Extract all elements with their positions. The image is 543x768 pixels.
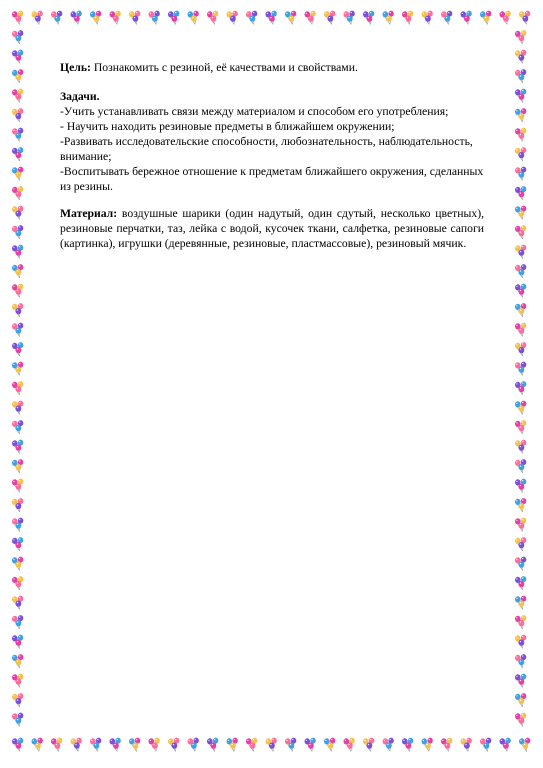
goal-text: Познакомить с резиной, её качествами и свойствами.: [93, 61, 358, 74]
balloon-icon: [515, 303, 526, 317]
balloon-icon: [12, 654, 23, 668]
balloon-icon: [12, 576, 23, 590]
balloon-icon: [515, 50, 526, 64]
balloon-icon: [266, 11, 277, 25]
balloon-icon: [12, 518, 23, 532]
balloon-icon: [515, 693, 526, 707]
balloon-icon: [519, 738, 530, 752]
balloon-icon: [324, 11, 335, 25]
balloon-icon: [515, 264, 526, 278]
balloon-icon: [515, 654, 526, 668]
balloon-icon: [12, 537, 23, 551]
balloon-icon: [12, 381, 23, 395]
balloon-icon: [227, 738, 238, 752]
balloon-icon: [305, 11, 316, 25]
balloon-icon: [12, 225, 23, 239]
balloon-icon: [110, 738, 121, 752]
balloon-icon: [402, 738, 413, 752]
balloon-icon: [515, 69, 526, 83]
balloon-icon: [519, 11, 530, 25]
goal-label: Цель:: [60, 61, 91, 74]
task-item-4: -Воспитывать бережное отношение к предметам ближайшего окружения, сделанных из резины.: [60, 165, 484, 193]
balloon-icon: [515, 89, 526, 103]
balloon-icon: [515, 30, 526, 44]
balloon-icon: [515, 167, 526, 181]
balloon-icon: [12, 147, 23, 161]
balloon-icon: [12, 69, 23, 83]
balloon-icon: [515, 557, 526, 571]
balloon-icon: [515, 459, 526, 473]
balloon-icon: [12, 108, 23, 122]
balloon-icon: [51, 738, 62, 752]
balloon-icon: [12, 11, 23, 25]
balloon-icon: [12, 30, 23, 44]
balloon-icon: [12, 186, 23, 200]
spacer: [60, 75, 484, 89]
balloon-icon: [515, 401, 526, 415]
task-item-2: - Научить находить резиновые предметы в ближайшем окружении;: [60, 120, 395, 133]
balloon-icon: [110, 11, 121, 25]
balloon-icon: [12, 167, 23, 181]
balloon-icon: [515, 206, 526, 220]
balloon-icon: [515, 518, 526, 532]
balloon-icon: [515, 245, 526, 259]
balloon-icon: [12, 128, 23, 142]
material-paragraph: [60, 206, 484, 251]
balloon-icon: [422, 11, 433, 25]
balloon-icon: [515, 498, 526, 512]
balloon-icon: [515, 420, 526, 434]
balloon-icon: [12, 738, 23, 752]
balloon-icon: [441, 11, 452, 25]
balloon-icon: [515, 576, 526, 590]
balloon-icon: [12, 50, 23, 64]
balloon-icon: [207, 738, 218, 752]
balloon-icon: [12, 557, 23, 571]
balloon-icon: [515, 284, 526, 298]
balloon-icon: [32, 738, 43, 752]
spacer: [60, 194, 484, 206]
material-label: Материал:: [60, 207, 118, 220]
balloon-icon: [515, 674, 526, 688]
balloon-icon: [12, 498, 23, 512]
balloon-icon: [515, 596, 526, 610]
balloon-icon: [12, 674, 23, 688]
balloon-icon: [12, 303, 23, 317]
balloon-icon: [515, 537, 526, 551]
balloon-icon: [12, 342, 23, 356]
balloon-icon: [90, 11, 101, 25]
balloon-icon: [32, 11, 43, 25]
balloon-icon: [12, 713, 23, 727]
balloon-icon: [51, 11, 62, 25]
balloon-icon: [383, 11, 394, 25]
balloon-icon: [383, 738, 394, 752]
balloon-icon: [344, 738, 355, 752]
balloon-icon: [207, 11, 218, 25]
balloon-icon: [285, 738, 296, 752]
balloon-icon: [227, 11, 238, 25]
balloon-icon: [12, 89, 23, 103]
balloon-icon: [324, 738, 335, 752]
balloon-icon: [12, 264, 23, 278]
balloon-icon: [129, 11, 140, 25]
balloon-icon: [188, 11, 199, 25]
balloon-icon: [188, 738, 199, 752]
balloon-icon: [344, 11, 355, 25]
balloon-icon: [129, 738, 140, 752]
balloon-icon: [168, 11, 179, 25]
balloon-icon: [12, 635, 23, 649]
balloon-icon: [12, 479, 23, 493]
balloon-icon: [12, 245, 23, 259]
balloon-icon: [266, 738, 277, 752]
balloon-icon: [149, 738, 160, 752]
balloon-icon: [168, 738, 179, 752]
balloon-icon: [515, 635, 526, 649]
material-text: воздушные шарики (один надутый, один сдутый, несколько цветных), резиновые перчатки, таз, лейка с водой, кусочек ткани, салфетка, резиновые сапоги (картинка), игрушки (деревянные, резиновые, пластмассовые), резиновый мячик.: [60, 207, 485, 250]
balloon-icon: [246, 738, 257, 752]
balloon-icon: [515, 323, 526, 337]
balloon-icon: [246, 11, 257, 25]
balloon-icon: [12, 323, 23, 337]
balloon-icon: [12, 401, 23, 415]
balloon-icon: [12, 362, 23, 376]
balloon-icon: [461, 738, 472, 752]
balloon-icon: [480, 738, 491, 752]
balloon-icon: [12, 284, 23, 298]
balloon-icon: [515, 225, 526, 239]
balloon-icon: [285, 11, 296, 25]
balloon-icon: [441, 738, 452, 752]
balloon-icon: [422, 738, 433, 752]
balloon-icon: [515, 479, 526, 493]
balloon-icon: [363, 11, 374, 25]
balloon-icon: [515, 128, 526, 142]
task-item-3: -Развивать исследовательские способности, любознательность, наблюдательность, внимание;: [60, 135, 473, 163]
balloon-icon: [12, 440, 23, 454]
balloon-icon: [515, 713, 526, 727]
document-body: [60, 60, 484, 251]
balloon-icon: [71, 738, 82, 752]
balloon-icon: [363, 738, 374, 752]
balloon-icon: [515, 381, 526, 395]
balloon-icon: [12, 420, 23, 434]
balloon-icon: [305, 738, 316, 752]
balloon-icon: [71, 11, 82, 25]
balloon-icon: [402, 11, 413, 25]
balloon-icon: [515, 186, 526, 200]
balloon-icon: [515, 362, 526, 376]
balloon-icon: [515, 108, 526, 122]
balloon-icon: [12, 693, 23, 707]
balloon-icon: [12, 206, 23, 220]
task-item-1: -Учить устанавливать связи между материалом и способом его употребления;: [60, 105, 449, 118]
balloon-icon: [12, 596, 23, 610]
balloon-icon: [515, 440, 526, 454]
goal-paragraph: [60, 60, 484, 75]
balloon-icon: [149, 11, 160, 25]
balloon-icon: [515, 615, 526, 629]
balloon-icon: [90, 738, 101, 752]
balloon-icon: [500, 11, 511, 25]
balloon-icon: [12, 615, 23, 629]
balloon-icon: [515, 342, 526, 356]
balloon-icon: [480, 11, 491, 25]
balloon-icon: [461, 11, 472, 25]
tasks-heading: Задачи.: [60, 90, 100, 103]
balloon-icon: [12, 459, 23, 473]
balloon-icon: [515, 147, 526, 161]
balloon-icon: [500, 738, 511, 752]
